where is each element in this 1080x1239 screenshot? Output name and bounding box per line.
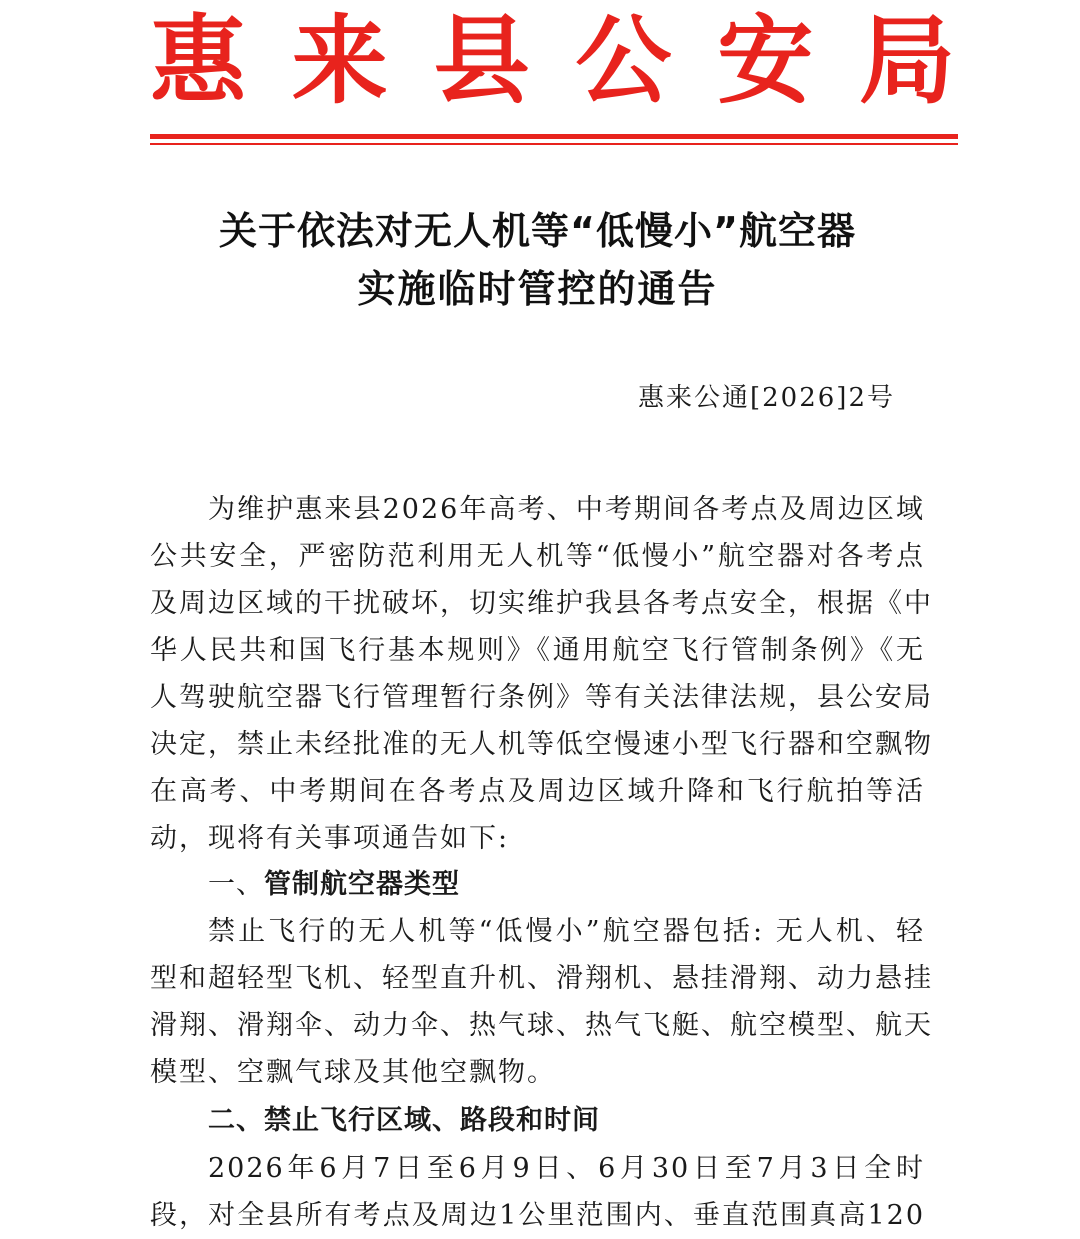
- paragraph-line: 公共安全，严密防范利用无人机等“低慢小”航空器对各考点: [150, 541, 925, 572]
- paragraph-line: 滑翔、滑翔伞、动力伞、热气球、热气飞艇、航空模型、航天: [150, 1010, 933, 1041]
- paragraph-line: 及周边区域的干扰破坏，切实维护我县各考点安全，根据《中: [150, 588, 933, 619]
- paragraph-line: 华人民共和国飞行基本规则》《通用航空飞行管制条例》《无: [150, 635, 925, 666]
- section-title: 管制航空器类型: [264, 869, 460, 900]
- notice-title-line-1: 关于依法对无人机等“低慢小”航空器: [219, 209, 856, 253]
- masthead-rule-thick: [150, 134, 958, 139]
- paragraph-aircraft-types: [150, 908, 933, 1096]
- masthead-title: 惠来县公安局: [150, 4, 955, 117]
- paragraph-line: 禁止飞行的无人机等“低慢小”航空器包括: 无人机、轻: [208, 916, 925, 947]
- paragraph-line: 在高考、中考期间在各考点及周边区域升降和飞行航拍等活: [150, 776, 925, 807]
- paragraph-line: 2026年6月7日至6月9日、6月30日至7月3日全时: [208, 1153, 925, 1184]
- paragraph-line: 决定，禁止未经批准的无人机等低空慢速小型飞行器和空飘物: [150, 729, 933, 760]
- paragraph-line: 模型、空飘气球及其他空飘物。: [150, 1057, 556, 1088]
- paragraph-line: 动，现将有关事项通告如下:: [150, 823, 510, 854]
- paragraph-line: 段，对全县所有考点及周边1公里范围内、垂直范围真高120: [150, 1200, 925, 1231]
- paragraph-restricted-zone: [150, 1145, 925, 1239]
- paragraph-line: 人驾驶航空器飞行管理暂行条例》等有关法律法规，县公安局: [150, 682, 933, 713]
- section-heading-1: [208, 862, 460, 901]
- paragraph-line: 为维护惠来县2026年高考、中考期间各考点及周边区域: [208, 494, 925, 525]
- notice-title-line-2: 实施临时管控的通告: [357, 267, 718, 311]
- paragraph-line: 型和超轻型飞机、轻型直升机、滑翔机、悬挂滑翔、动力悬挂: [150, 963, 933, 994]
- section-heading-2: 二、禁止飞行区域、路段和时间: [208, 1105, 600, 1136]
- section-number: 一、: [208, 869, 264, 900]
- paragraph-intro: [150, 486, 933, 862]
- document-number: 惠来公通[2026]2号: [638, 383, 895, 413]
- masthead-rule-thin: [150, 143, 958, 145]
